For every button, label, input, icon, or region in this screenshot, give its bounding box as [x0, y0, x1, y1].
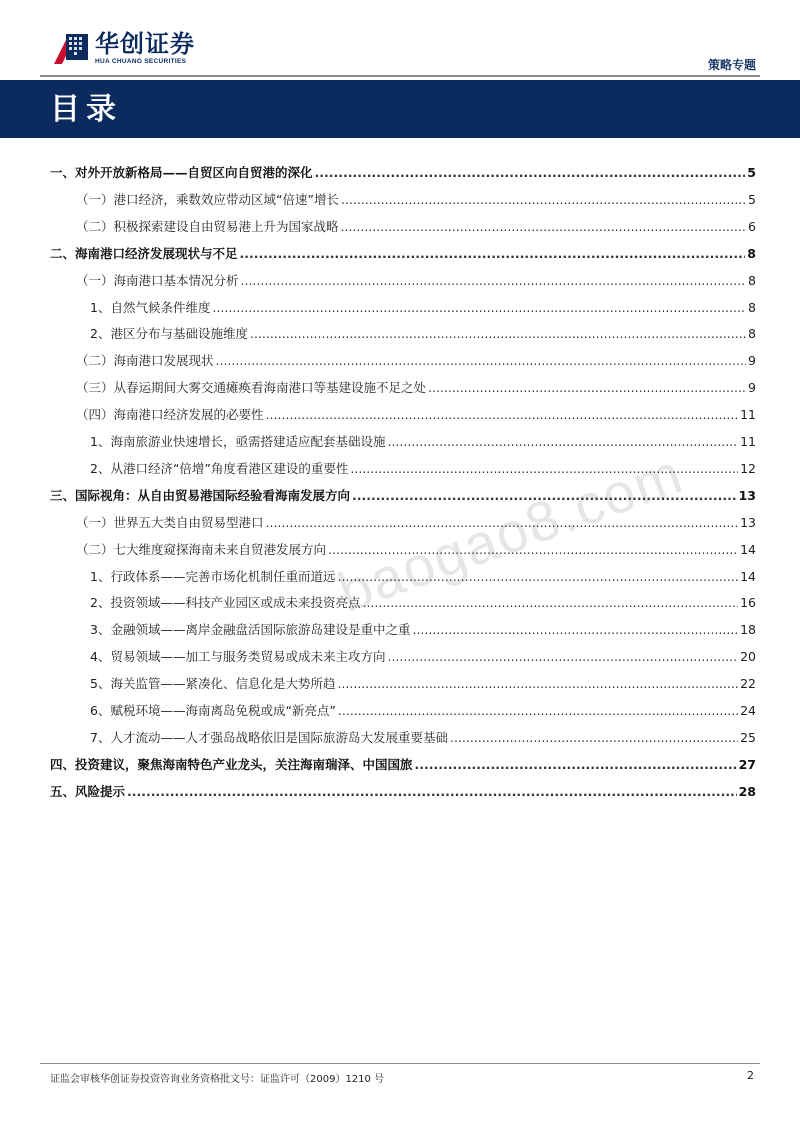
toc-dot-leader — [387, 648, 738, 666]
toc-entry-title: 6、赋税环境——海南离岛免税或成“新亮点” — [90, 703, 336, 718]
toc-dot-leader — [338, 702, 738, 720]
toc-entry-page: 9 — [748, 380, 756, 396]
toc-entry-title: 1、行政体系——完善市场化机制任重而道远 — [90, 568, 336, 584]
toc-entry-title: （一）海南港口基本情况分析 — [76, 272, 239, 288]
toc-entry-title: 5、海关监管——紧凑化、信息化是大势所趋 — [90, 676, 336, 692]
document-type-label: 策略专题 — [707, 58, 756, 72]
toc-entry-page: 13 — [738, 487, 756, 503]
toc-entry-page: 11 — [740, 434, 756, 449]
toc-entry-page: 5 — [747, 165, 756, 180]
toc-entry[interactable] — [90, 299, 756, 317]
toc-entry-title: 2、从港口经济“倍增”角度看港区建设的重要性 — [90, 460, 349, 476]
toc-entry-page: 13 — [740, 514, 756, 530]
toc-entry-page: 22 — [740, 676, 756, 692]
toc-entry-page: 9 — [748, 353, 756, 369]
toc-dot-leader — [450, 729, 738, 747]
toc-entry[interactable] — [90, 702, 756, 720]
footer-license: 证监会审核华创证券投资咨询业务资格批文号：证监许可（2009）1210 号 — [50, 1074, 385, 1085]
toc-entry[interactable] — [76, 272, 756, 290]
toc-entry-title: 4、贸易领域——加工与服务类贸易或成未来主攻方向 — [90, 649, 386, 665]
toc-entry-title: 四、投资建议，聚焦海南特色产业龙头，关注海南瑞泽、中国国旅 — [50, 756, 413, 772]
toc-dot-leader — [127, 783, 737, 801]
toc-entry-title: 2、港区分布与基础设施维度 — [90, 326, 248, 342]
toc-entry-title: （一）世界五大类自由贸易型港口 — [76, 514, 264, 530]
toc-dot-leader — [216, 352, 747, 370]
toc-entry[interactable] — [50, 164, 756, 182]
toc-entry-title: （一）港口经济，乘数效应带动区域“倍速”增长 — [76, 191, 339, 207]
toc-entry-page: 5 — [748, 191, 756, 207]
toc-entry[interactable] — [50, 487, 756, 505]
toc-dot-leader — [315, 164, 746, 182]
toc-entry-title: 2、投资领域——科技产业园区或成未来投资亮点 — [90, 595, 361, 611]
header-divider — [40, 75, 760, 77]
toc-entry[interactable] — [90, 325, 756, 343]
toc-entry[interactable] — [90, 568, 756, 586]
page-header — [0, 0, 800, 78]
toc-dot-leader — [337, 568, 738, 586]
toc-entry-title: 二、海南港口经济发展现状与不足 — [50, 245, 238, 261]
toc-dot-leader — [266, 406, 739, 424]
toc-entry-title: 五、风险提示 — [50, 783, 126, 799]
logo-text-cn: 华创证券 — [95, 30, 195, 58]
toc-entry-title: 一、对外开放新格局——自贸区向自贸港的深化 — [50, 165, 313, 180]
toc-dot-leader — [362, 594, 738, 612]
toc-entry[interactable] — [90, 460, 756, 478]
toc-entry[interactable] — [76, 406, 756, 424]
toc-entry[interactable] — [90, 729, 756, 747]
toc-entry-page: 16 — [740, 595, 756, 611]
toc-entry[interactable] — [90, 648, 756, 666]
footer-page-number: 2 — [747, 1069, 754, 1082]
toc-dot-leader — [328, 541, 738, 559]
toc-entry[interactable] — [76, 191, 756, 209]
toc-entry-page: 12 — [740, 460, 756, 476]
toc-entry-title: （四）海南港口经济发展的必要性 — [76, 407, 264, 423]
logo-text-en: HUA CHUANG SECURITIES — [95, 58, 187, 65]
toc-dot-leader — [341, 191, 746, 209]
toc-entry-title: （二）积极探索建设自由贸易港上升为国家战略 — [76, 218, 339, 234]
toc-entry[interactable] — [50, 783, 756, 801]
toc-entry-title: 三、国际视角：从自由贸易港国际经验看海南发展方向 — [50, 487, 351, 503]
toc-dot-leader — [212, 299, 746, 317]
toc-entry-page: 8 — [748, 299, 756, 315]
toc-entry[interactable] — [90, 675, 756, 693]
toc-dot-leader — [337, 675, 738, 693]
toc-entry[interactable] — [76, 541, 756, 559]
toc-entry-title: （二）七大维度窥探海南未来自贸港发展方向 — [76, 541, 327, 557]
toc-entry[interactable] — [50, 245, 756, 263]
toc-dot-leader — [428, 379, 746, 397]
toc-entry[interactable] — [76, 352, 756, 370]
toc-entry-title: 1、自然气候条件维度 — [90, 299, 211, 315]
toc-entry-page: 8 — [747, 245, 756, 261]
toc-entry-page: 27 — [738, 756, 756, 772]
toc-dot-leader — [241, 272, 747, 290]
toc-entry[interactable] — [76, 379, 756, 397]
toc-entry[interactable] — [90, 594, 756, 612]
toc-entry-page: 24 — [740, 703, 756, 718]
page-title: 目录 — [50, 92, 122, 127]
toc-dot-leader — [240, 245, 746, 263]
toc-entry[interactable] — [76, 218, 756, 236]
toc-entry-title: 3、金融领域——离岸金融盘活国际旅游岛建设是重中之重 — [90, 622, 411, 638]
toc-entry-page: 8 — [748, 326, 756, 342]
toc-dot-leader — [266, 514, 739, 532]
toc-entry-page: 18 — [740, 622, 756, 638]
footer-divider — [40, 1063, 760, 1064]
toc-entry-page: 8 — [748, 272, 756, 288]
toc-dot-leader — [350, 460, 738, 478]
toc-entry[interactable] — [76, 514, 756, 532]
toc-dot-leader — [352, 487, 737, 505]
toc-entry-title: 7、人才流动——人才强岛战略依旧是国际旅游岛大发展重要基础 — [90, 729, 448, 745]
toc-entry-title: （三）从春运期间大雾交通瘫痪看海南港口等基建设施不足之处 — [76, 380, 427, 396]
toc-entry-title: （二）海南港口发展现状 — [76, 353, 214, 369]
toc-dot-leader — [250, 325, 746, 343]
toc-entry-page: 11 — [740, 407, 756, 423]
toc-dot-leader — [412, 621, 738, 639]
toc-dot-leader — [341, 218, 747, 236]
toc-entry-page: 14 — [740, 568, 756, 584]
toc-entry-page: 25 — [740, 729, 756, 745]
logo-icon — [52, 30, 90, 64]
watermark: baogao8.com — [330, 441, 692, 624]
toc-entry-page: 20 — [740, 649, 756, 665]
toc-entry[interactable] — [90, 433, 756, 451]
toc-entry-page: 6 — [748, 218, 756, 234]
toc-entry-page: 14 — [740, 541, 756, 557]
toc-entry-page: 28 — [738, 783, 756, 799]
toc-entry-title: 1、海南旅游业快速增长，亟需搭建适应配套基础设施 — [90, 434, 386, 449]
toc-entry[interactable] — [50, 756, 756, 774]
toc-entry[interactable] — [90, 621, 756, 639]
toc-dot-leader — [387, 433, 738, 451]
toc-dot-leader — [415, 756, 737, 774]
